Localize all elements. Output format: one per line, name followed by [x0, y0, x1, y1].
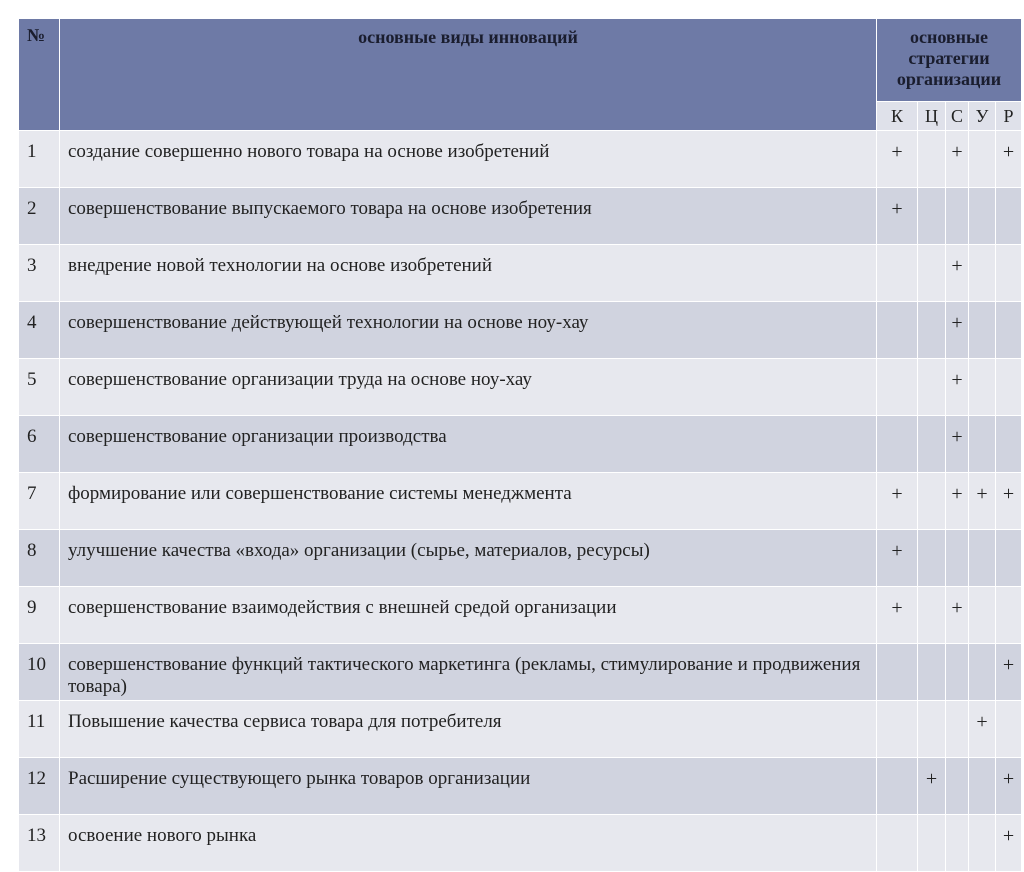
- strategy-mark: [946, 815, 969, 872]
- strategy-mark: [969, 245, 996, 302]
- strategy-mark: +: [877, 131, 918, 188]
- row-number: 4: [19, 302, 60, 359]
- innovation-type: улучшение качества «входа» организации (сырье, материалов, ресурсы): [60, 530, 877, 587]
- strategy-mark: [996, 359, 1022, 416]
- strategy-mark: +: [946, 131, 969, 188]
- header-strategies: основные стратегии организации: [877, 19, 1022, 102]
- row-number: 11: [19, 701, 60, 758]
- strategy-mark: +: [877, 587, 918, 644]
- strategy-mark: [918, 587, 946, 644]
- strategy-code: К: [877, 102, 918, 131]
- table-row: [19, 416, 1022, 473]
- table-row: [19, 701, 1022, 758]
- strategy-code: Ц: [918, 102, 946, 131]
- strategy-mark: [969, 131, 996, 188]
- strategy-mark: [946, 188, 969, 245]
- strategy-mark: [877, 758, 918, 815]
- table-row: [19, 473, 1022, 530]
- strategy-code: С: [946, 102, 969, 131]
- table-row: [19, 815, 1022, 872]
- strategy-mark: [918, 815, 946, 872]
- strategy-mark: [877, 815, 918, 872]
- row-number: 5: [19, 359, 60, 416]
- strategy-mark: [996, 245, 1022, 302]
- strategy-mark: [918, 131, 946, 188]
- innovation-type: совершенствование взаимодействия с внешней средой организации: [60, 587, 877, 644]
- strategy-mark: +: [946, 302, 969, 359]
- strategy-mark: +: [946, 416, 969, 473]
- strategy-mark: [996, 701, 1022, 758]
- strategy-mark: [969, 302, 996, 359]
- strategy-mark: [918, 473, 946, 530]
- table-row: [19, 131, 1022, 188]
- header-number: №: [19, 19, 60, 131]
- strategy-mark: [877, 302, 918, 359]
- strategy-mark: [969, 587, 996, 644]
- strategy-mark: [918, 245, 946, 302]
- row-number: 8: [19, 530, 60, 587]
- strategy-mark: +: [877, 473, 918, 530]
- innovation-type: совершенствование организации производства: [60, 416, 877, 473]
- innovation-strategy-table: [18, 18, 1022, 872]
- innovation-type: совершенствование выпускаемого товара на основе изобретения: [60, 188, 877, 245]
- innovation-type: совершенствование функций тактического маркетинга (рекламы, стимулирование и продвижения товара): [60, 644, 877, 701]
- row-number: 7: [19, 473, 60, 530]
- strategy-mark: [918, 359, 946, 416]
- strategy-mark: [877, 701, 918, 758]
- innovation-type: формирование или совершенствование системы менеджмента: [60, 473, 877, 530]
- strategy-mark: [996, 302, 1022, 359]
- table-row: [19, 302, 1022, 359]
- strategy-mark: [969, 188, 996, 245]
- strategy-code: Р: [996, 102, 1022, 131]
- row-number: 6: [19, 416, 60, 473]
- strategy-mark: +: [946, 245, 969, 302]
- strategy-mark: [918, 188, 946, 245]
- table-body: [19, 131, 1022, 872]
- table-row: [19, 530, 1022, 587]
- strategy-mark: +: [969, 473, 996, 530]
- strategy-mark: +: [946, 473, 969, 530]
- row-number: 9: [19, 587, 60, 644]
- strategy-mark: +: [996, 758, 1022, 815]
- strategy-mark: [969, 644, 996, 701]
- innovation-type: Расширение существующего рынка товаров организации: [60, 758, 877, 815]
- row-number: 13: [19, 815, 60, 872]
- strategy-mark: [918, 644, 946, 701]
- innovation-type: Повышение качества сервиса товара для потребителя: [60, 701, 877, 758]
- innovation-type: совершенствование действующей технологии на основе ноу-хау: [60, 302, 877, 359]
- strategy-mark: [877, 359, 918, 416]
- row-number: 3: [19, 245, 60, 302]
- strategy-mark: [996, 587, 1022, 644]
- row-number: 2: [19, 188, 60, 245]
- strategy-mark: +: [996, 815, 1022, 872]
- strategy-mark: [996, 188, 1022, 245]
- strategy-mark: [969, 416, 996, 473]
- strategy-mark: +: [946, 587, 969, 644]
- innovation-type: создание совершенно нового товара на основе изобретений: [60, 131, 877, 188]
- strategy-mark: +: [996, 644, 1022, 701]
- strategy-mark: +: [946, 359, 969, 416]
- innovation-type: внедрение новой технологии на основе изобретений: [60, 245, 877, 302]
- strategy-mark: [969, 359, 996, 416]
- strategy-mark: +: [877, 530, 918, 587]
- strategy-mark: [996, 416, 1022, 473]
- table-row: [19, 758, 1022, 815]
- innovation-type: совершенствование организации труда на основе ноу-хау: [60, 359, 877, 416]
- row-number: 1: [19, 131, 60, 188]
- row-number: 10: [19, 644, 60, 701]
- strategy-mark: +: [918, 758, 946, 815]
- strategy-mark: [877, 245, 918, 302]
- strategy-mark: +: [996, 473, 1022, 530]
- strategy-mark: +: [996, 131, 1022, 188]
- table-row: [19, 188, 1022, 245]
- strategy-mark: [877, 416, 918, 473]
- strategy-mark: [996, 530, 1022, 587]
- innovation-type: освоение нового рынка: [60, 815, 877, 872]
- strategy-mark: [946, 530, 969, 587]
- table-row: [19, 644, 1022, 701]
- strategy-mark: [918, 302, 946, 359]
- strategy-code: У: [969, 102, 996, 131]
- strategy-mark: [877, 644, 918, 701]
- table-row: [19, 359, 1022, 416]
- strategy-mark: [918, 701, 946, 758]
- strategy-mark: [918, 530, 946, 587]
- strategy-mark: [946, 644, 969, 701]
- strategy-mark: +: [969, 701, 996, 758]
- strategy-mark: +: [877, 188, 918, 245]
- row-number: 12: [19, 758, 60, 815]
- strategy-mark: [918, 416, 946, 473]
- strategy-mark: [946, 758, 969, 815]
- innovation-table-wrapper: [18, 18, 1022, 872]
- table-row: [19, 245, 1022, 302]
- strategy-mark: [969, 530, 996, 587]
- strategy-mark: [969, 815, 996, 872]
- strategy-mark: [946, 701, 969, 758]
- header-innovation-types: основные виды инноваций: [60, 19, 877, 131]
- strategy-mark: [969, 758, 996, 815]
- table-row: [19, 587, 1022, 644]
